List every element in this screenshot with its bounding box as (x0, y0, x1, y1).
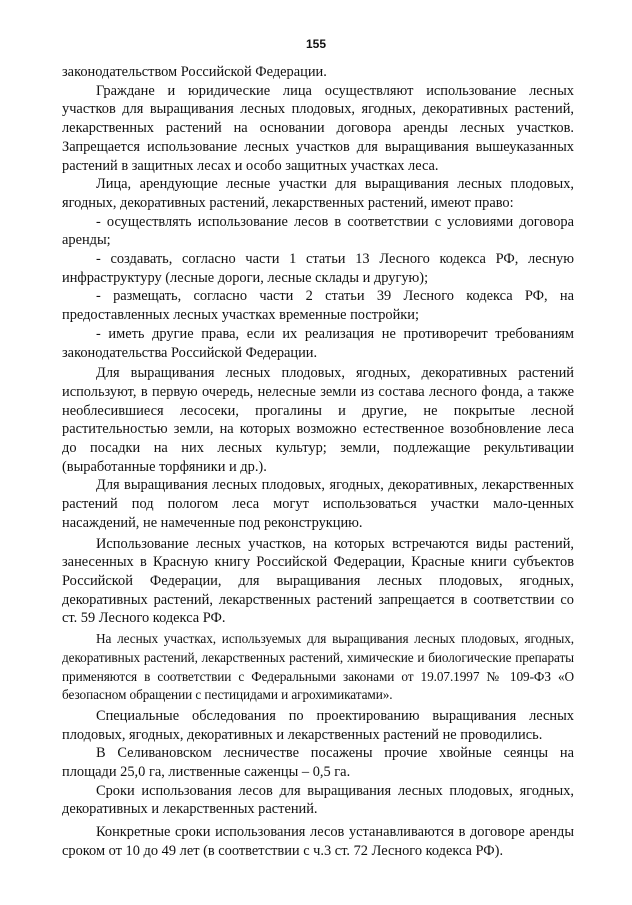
paragraph-2: Граждане и юридические лица осуществляют использование лесных участков для выращивания лесных плодовых, ягодных, декоративных растений, лекарственных растений на основании договора аренды лесных участков. Запрещается использование лесных участков для выращивания вышеуказанных растений в защитных лесах и особо защитных участках леса. (62, 82, 574, 174)
paragraph-4: - осуществлять использование лесов в соответствии с условиями договора аренды; (62, 213, 574, 249)
paragraph-14: Сроки использования лесов для выращивания лесных плодовых, ягодных, декоративных и лекарственных растений. (62, 782, 574, 818)
paragraph-15: Конкретные сроки использования лесов устанавливаются в договоре аренды сроком от 10 до 49 лет (в соответствии с ч.3 ст. 72 Лесного кодекса РФ). (62, 824, 574, 859)
body-text (62, 63, 574, 861)
paragraph-13: В Селивановском лесничестве посажены прочие хвойные сеянцы на площади 25,0 га, лиственные саженцы – 0,5 га. (62, 745, 574, 781)
paragraph-12: Специальные обследования по проектированию выращивания лесных плодовых, ягодных, декоративных и лекарственных растений не проводились. (62, 707, 574, 743)
paragraph-8: Для выращивания лесных плодовых, ягодных, декоративных растений используют, в первую очередь, нелесные земли из состава лесного фонда, а также необлесившиеся лесосеки, прогалины и другие, не покрытые лесной растительностью земли, на которых возможно естественное возобновление леса до посадки на них лесных культур; земли, подлежащие рекультивации (выработанные торфяники и др.). (62, 365, 574, 475)
paragraph-3: Лица, арендующие лесные участки для выращивания лесных плодовых, ягодных, декоративных растений, лекарственных растений, имеют право: (62, 176, 574, 211)
paragraph-1: законодательством Российской Федерации. (62, 64, 327, 80)
page-number: 155 (305, 37, 327, 51)
paragraph-9: Для выращивания лесных плодовых, ягодных, декоративных, лекарственных растений под пологом леса могут использоваться участки мало-ценных насаждений, не намеченные под реконструкцию. (62, 477, 574, 531)
paragraph-6: - размещать, согласно части 2 статьи 39 Лесного кодекса РФ, на предоставленных лесных участках временные постройки; (62, 288, 574, 324)
paragraph-5: - создавать, согласно части 1 статьи 13 Лесного кодекса РФ, лесную инфраструктуру (лесные дороги, лесные склады и другую); (62, 251, 574, 286)
paragraph-11: На лесных участках, используемых для выращивания лесных плодовых, ягодных, декоративных растений, лекарственных растений, химические и биологические препараты применяются в соответствии с Федеральными законами от 19.07.1997 № 109-ФЗ «О безопасном обращении с пестицидами и агрохимикатами». (62, 631, 574, 703)
paragraph-10: Использование лесных участков, на которых встречаются виды растений, занесенных в Красную книгу Российской Федерации, Красные книги субъектов Российской Федерации, для выращивания лесных плодовых, ягодных, декоративных растений, лекарственных растений запрещается в соответствии со ст. 59 Лесного кодекса РФ. (62, 535, 574, 627)
paragraph-7: - иметь другие права, если их реализация не противоречит требованиям законодательства Российской Федерации. (62, 325, 574, 361)
